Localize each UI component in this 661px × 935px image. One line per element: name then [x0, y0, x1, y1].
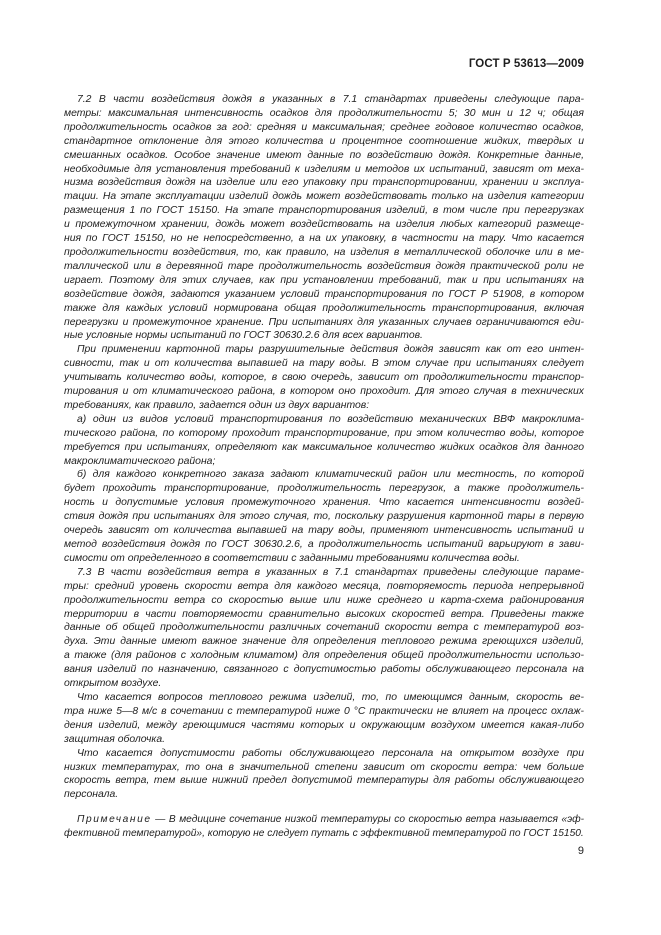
paragraph-line: ность и допустимые условия промежуточного хранения. Что касается интенсивности воздей-	[64, 497, 584, 509]
page-number: 9	[577, 845, 584, 857]
paragraph-line: таллической или в деревянной таре продолжительность воздействия дождя практической роли не	[64, 260, 584, 272]
paragraph-line: сивности, так и от количества выпавшей на тару воды. В этом случае при испытаниях следует	[64, 358, 584, 370]
paragraph-line: низких температурах, то она в значительной степени зависит от скорости ветра: чем больше	[64, 761, 584, 773]
paragraph-line: метод воздействия дождя по ГОСТ 30630.2.6, а продолжительность испытаний варьируют в зави-	[64, 539, 584, 550]
paragraph-line: вания изделий по назначению, связанного с допустимостью работы обслуживающего персонала на	[64, 664, 584, 676]
paragraph-line: а также (для районов с холодным климатом) для определения общей продолжительности использо-	[64, 650, 584, 662]
paragraph-line: низма воздействия дождя на изделие или его упаковку при транспортировании, хранении и эксплуа-	[64, 177, 584, 189]
paragraph-line: продолжительности ветра со скоростью выше или ниже среднего и карта-схема районирования	[64, 594, 584, 606]
paragraph-line: При применении картонной тары разрушительные действия дождя зависят как от его интен-	[77, 344, 584, 356]
paragraph-line: учитывать количество воды, которое, в свою очередь, зависит от продолжительности транспор-	[64, 372, 584, 384]
paragraph-line: 7.3 В части воздействия ветра в указанных в 7.1 стандартах приведены следующие параме-	[77, 566, 584, 578]
paragraph	[64, 468, 584, 565]
paragraph-line: б) для каждого конкретного заказа задают климатический район или местность, по которой	[77, 469, 584, 481]
paragraph-line: требуется при испытаниях, определяют как максимальное количество жидких осадков для данного	[64, 441, 584, 453]
paragraph-line: территории в части повторяемости сравнительно высоких скоростей ветра. Приведены также	[64, 608, 584, 620]
document-code-header: ГОСТ Р 53613—2009	[468, 58, 584, 70]
paragraph-line: и промежуточном хранении, дождь может воздействовать на изделия любых категорий размеще-	[64, 219, 584, 231]
note-line: фективной температурой», которую не следует путать с эффективной температурой по ГОСТ 15150.	[64, 828, 584, 840]
paragraph	[64, 413, 584, 469]
paragraph-line: требованиях, как правило, задается один из двух вариантов:	[64, 399, 370, 411]
paragraph-line: персонала.	[64, 789, 119, 801]
paragraph-line: очередь зависят от количества выпавшей на тару воды, применяют интенсивность испытаний и	[64, 525, 584, 537]
paragraph	[64, 691, 584, 747]
note-label: Примечание	[77, 814, 152, 826]
note-text: В медицине сочетание низкой температуры со скоростью ветра называется «эф-	[168, 814, 584, 826]
paragraph-line: скорость ветра, тем выше нижний предел допустимой температуры для работы обслуживающего	[64, 775, 584, 787]
paragraph-line: Что касается вопросов теплового режима изделий, то, по имеющимся данным, скорость ве-	[77, 691, 584, 703]
paragraph-list	[64, 93, 584, 802]
paragraph-line: продолжительности воздействия, то, как правило, на изделия в металлической оболочке или в ме-	[64, 246, 584, 258]
paragraph-line: стандартное отклонение для этого количества и процентное соотношение жидких, твердых и	[64, 135, 584, 147]
paragraph-line: продолжительность осадков за год: средняя и максимальная; среднее годовое количество осадков,	[64, 121, 584, 133]
paragraph-line: тического района, по которому проходит транспортирование, при этом количество воды, которое	[64, 427, 584, 439]
paragraph-line: ные условные нормы испытаний по ГОСТ 30630.2.6 для всех вариантов.	[64, 330, 423, 342]
paragraph	[64, 343, 584, 413]
paragraph-line: открытом воздухе.	[64, 678, 162, 690]
paragraph-line: перегрузки и промежуточное хранение. При испытаниях для указанных случаев ограничиваются еди-	[64, 316, 584, 328]
paragraph	[64, 93, 584, 343]
paragraph-line: смешанных осадков. Особое значение имеют данные по воздействию дождя. Конкретные данные,	[64, 149, 584, 161]
paragraph-line: 7.2 В части воздействия дождя в указанных в 7.1 стандартах приведены следующие пара-	[77, 94, 584, 105]
paragraph-line: необходимые для установления требований к изделиям и методов их испытаний, зависят от меха-	[64, 163, 584, 175]
paragraph-line: тации. На этапе эксплуатации изделий дождь может воздействовать только на изделия категории	[64, 191, 584, 203]
paragraph	[64, 566, 584, 691]
paragraph-line: макроклиматического района;	[64, 455, 216, 467]
note-dash: —	[151, 814, 169, 826]
paragraph-line: духа. Эти данные имеют важное значение для определения теплового режима греющихся изделий,	[64, 636, 584, 648]
paragraph-line: защитная оболочка.	[64, 733, 165, 745]
paragraph-line: а) один из видов условий транспортирования по воздействию механических ВВФ макроклима-	[77, 413, 584, 425]
paragraph-line: тра ниже 5—8 м/с в сочетании с температурой ниже 0 °С практически не влияет на процесс охлаж-	[64, 705, 584, 717]
note-line	[64, 813, 584, 827]
paragraph-line: метры: максимальная интенсивность осадков для продолжительности 5; 30 мин и 12 ч; общая	[64, 107, 584, 119]
paragraph-line: Что касается допустимости работы обслуживающего персонала на открытом воздухе при	[77, 747, 584, 759]
paragraph-line: будет проходить транспортирование, продолжительность перегрузок, а также продолжитель-	[64, 483, 584, 495]
paragraph	[64, 747, 584, 803]
paragraph-line: данные об общей продолжительности различных сочетаний скорости ветра с температурой воз-	[64, 622, 584, 634]
paragraph-line: ствия дождя при испытаниях для этого случая, то, поскольку разрушения картонной тары в первую	[64, 511, 584, 523]
paragraph-line: размещения 1 по ГОСТ 15150. На этапе транспортирования изделий, в том числе при перегрузках	[64, 205, 584, 217]
note	[64, 813, 584, 841]
paragraph-line: воздействие дождя, задаются указанием условий транспортирования по ГОСТ Р 51908, в котором	[64, 288, 584, 300]
paragraph-line: тирования и от климатического района, в котором оно проходит. Для этого случая в технических	[64, 386, 584, 398]
paragraph-line: дения изделий, между греющимися частями которых и окружающим воздухом имеется какая-либо	[64, 719, 584, 731]
paragraph-line: симости от определенного в соответствии с заданными требованиями количества воды.	[64, 552, 520, 564]
paragraph-line: также для каждых условий нормирована общая продолжительность транспортирования, включая	[64, 302, 584, 314]
document-body	[64, 93, 584, 841]
paragraph-line: тры: средний уровень скорости ветра для каждого месяца, повторяемость периода непрерывной	[64, 580, 584, 592]
paragraph-line: ния по ГОСТ 15150, но не непосредственно, а на их упаковку, в частности на тару. Что касается	[64, 233, 584, 245]
paragraph-line: играет. Поэтому для этих случаев, как при установлении требований, так и при испытаниях на	[64, 274, 584, 286]
